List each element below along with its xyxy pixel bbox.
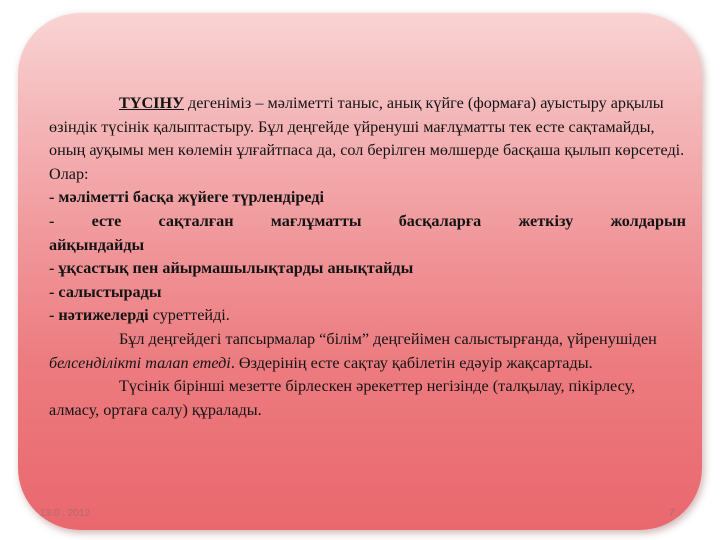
slide-body-text bbox=[49, 92, 686, 422]
slide-number: 7 bbox=[669, 508, 675, 519]
level-tasks-paragraph: Бұл деңгейдегі тапсырмалар “білім” деңгейімен салыстырғанда, үйренушіден белсенділікті талап етеді. Өздерінің есте сақтау қабілетін едәуір жақсартады. bbox=[49, 329, 657, 372]
bullet-transform: - мәліметті басқа жүйеге түрлендіреді bbox=[49, 188, 325, 207]
bullet-compares: - салыстырады bbox=[49, 282, 162, 301]
bullet-convey-line1: - есте сақталған мағлұматты басқаларға жеткізу жолдарын bbox=[49, 211, 686, 230]
bullet-similarities: - ұқсастық пен айырмашылықтарды анықтайды bbox=[49, 259, 414, 278]
activity-emphasis: белсенділікті талап етеді bbox=[49, 353, 231, 372]
bullet-results: - нәтижелерді суреттейді. bbox=[49, 306, 230, 325]
intro-paragraph bbox=[49, 92, 686, 186]
term-heading: ТҮСІНУ bbox=[119, 94, 184, 112]
understanding-paragraph: Түсінік бірінші мезетте бірлескен әрекеттер негізінде (талқылау, пікірлесу, алмасу, ортаға салу) құралады. bbox=[49, 377, 636, 419]
intro-text: дегеніміз – мәліметті таныс, анық күйге (формаға) ауыстыру арқылы өзіндік түсінік қалыптастыру. Бұл деңгейде үйренуші мағлұматты тек есте сақтамайды, оның ауқымы мен көлемін ұлғайтпаса да, сол берілген мөлшерде басқаша қылып көрсетеді. Олар: bbox=[49, 94, 685, 183]
footer-date: 13.0 . 2012 bbox=[40, 508, 91, 519]
bullet-convey-line2: айқындайды bbox=[49, 235, 145, 254]
